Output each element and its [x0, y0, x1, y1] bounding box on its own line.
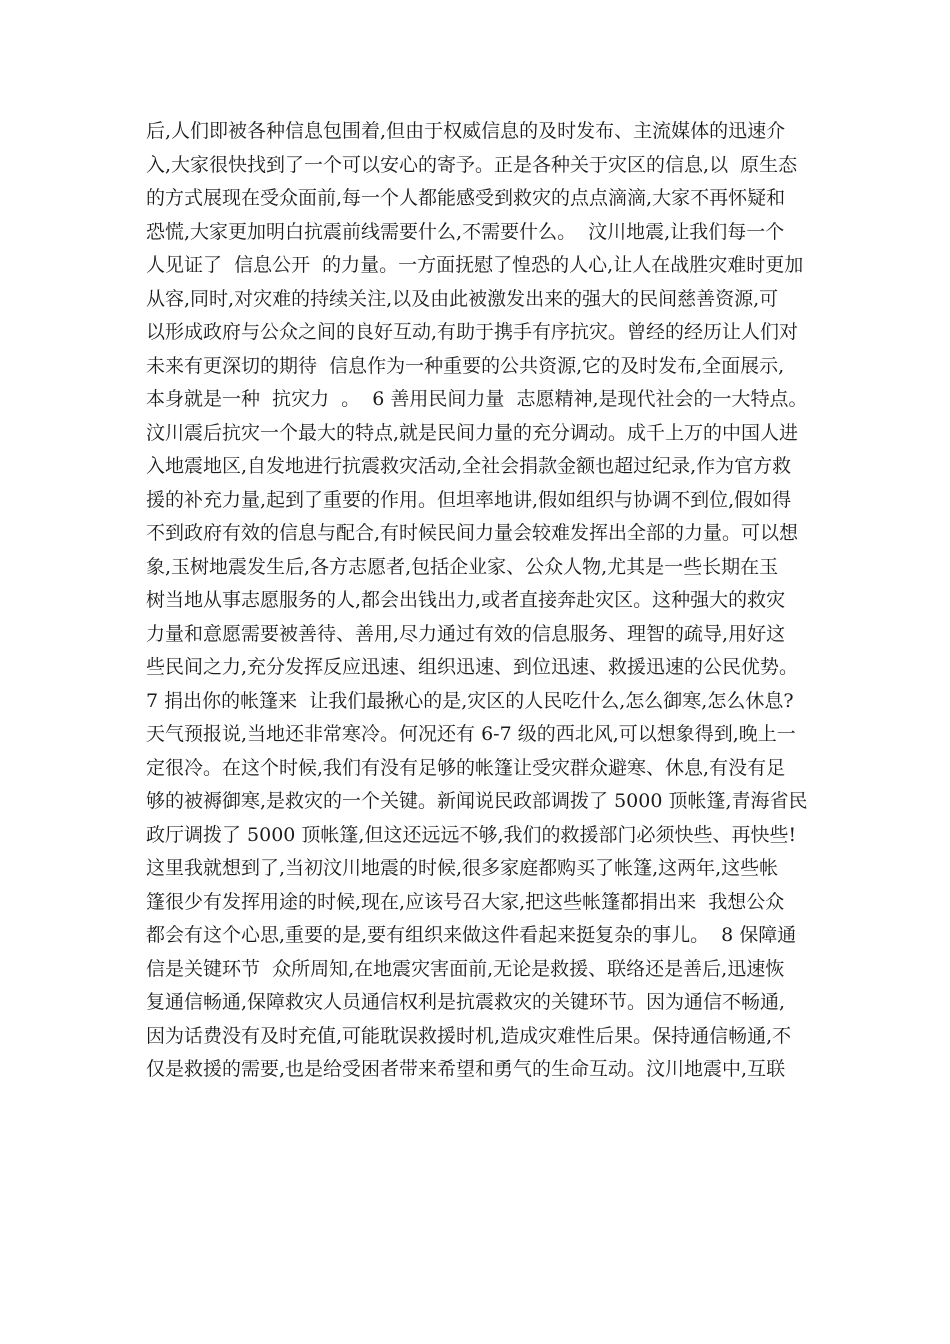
text-line: 力量和意愿需要被善待、善用,尽力通过有效的信息服务、理智的疏导,用好这: [146, 622, 786, 645]
text-line: 入地震地区,自发地进行抗震救灾活动,全社会捐款金额也超过纪录,作为官方救: [146, 455, 792, 477]
text-line: 够的被褥御寒,是救灾的一个关键。新闻说民政部调拨了 5000 顶帐篷,青海省民: [146, 790, 808, 812]
text-line: 信是关键环节 众所周知,在地震灾害面前,无论是救援、联络还是善后,迅速恢: [146, 957, 785, 980]
text-line: 政厅调拨了 5000 顶帐篷,但这还远远不够,我们的救援部门必须快些、再快些!: [146, 823, 797, 846]
body-text: [146, 115, 810, 1087]
text-line: 人见证了 信息公开 的力量。一方面抚慰了惶恐的人心,让人在战胜灾难时更加: [146, 254, 804, 276]
text-line: 恐慌,大家更加明白抗震前线需要什么,不需要什么。 汶川地震,让我们每一个: [146, 220, 785, 243]
text-line: 定很冷。在这个时候,我们有没有足够的帐篷让受灾群众避寒、休息,有没有足: [146, 756, 786, 779]
text-line: 援的补充力量,起到了重要的作用。但坦率地讲,假如组织与协调不到位,假如得: [146, 488, 792, 511]
text-line: 象,玉树地震发生后,各方志愿者,包括企业家、公众人物,尤其是一些长期在玉: [146, 555, 779, 578]
text-line: 未来有更深切的期待 信息作为一种重要的公共资源,它的及时发布,全面展示,: [146, 354, 785, 377]
text-line: 都会有这个心思,重要的是,要有组织来做这件看起来挺复杂的事儿。 8 保障通: [146, 924, 797, 946]
text-line: 因为话费没有及时充值,可能耽误救援时机,造成灾难性后果。保持通信畅通,不: [146, 1024, 792, 1047]
text-line: 汶川震后抗灾一个最大的特点,就是民间力量的充分调动。成千上万的中国人进: [146, 421, 799, 444]
text-line: 后,人们即被各种信息包围着,但由于权威信息的及时发布、主流媒体的迅速介: [146, 120, 786, 142]
text-line: 不到政府有效的信息与配合,有时候民间力量会较难发挥出全部的力量。可以想: [146, 522, 799, 544]
text-line: 天气预报说,当地还非常寒冷。何况还有 6-7 级的西北风,可以想象得到,晚上一: [146, 723, 796, 745]
text-line: 本身就是一种 抗灾力 。 6 善用民间力量 志愿精神,是现代社会的一大特点。: [146, 388, 808, 410]
text-line: 从容,同时,对灾难的持续关注,以及由此被激发出来的强大的民间慈善资源,可: [146, 287, 779, 310]
text-line: 的方式展现在受众面前,每一个人都能感受到救灾的点点滴滴,大家不再怀疑和: [146, 187, 786, 209]
text-line: 篷很少有发挥用途的时候,现在,应该号召大家,把这些帐篷都捐出来 我想公众: [146, 890, 785, 913]
text-line: 以形成政府与公众之间的良好互动,有助于携手有序抗灾。曾经的经历让人们对: [146, 321, 799, 343]
text-line: 树当地从事志愿服务的人,都会出钱出力,或者直接奔赴灾区。这种强大的救灾: [146, 589, 786, 611]
text-line: 这里我就想到了,当初汶川地震的时候,很多家庭都购买了帐篷,这两年,这些帐: [146, 857, 779, 879]
text-line: 入,大家很快找到了一个可以安心的寄予。正是各种关于灾区的信息,以 原生态: [146, 153, 798, 176]
text-line: 仅是救援的需要,也是给受困者带来希望和勇气的生命互动。汶川地震中,互联: [146, 1058, 786, 1080]
text-line: 些民间之力,充分发挥反应迅速、组织迅速、到位迅速、救援迅速的公民优势。: [146, 656, 799, 678]
text-line: 7 捐出你的帐篷来 让我们最揪心的是,灾区的人民吃什么,怎么御寒,怎么休息?: [146, 689, 794, 712]
text-line: 复通信畅通,保障救灾人员通信权利是抗震救灾的关键环节。因为通信不畅通,: [146, 991, 786, 1013]
